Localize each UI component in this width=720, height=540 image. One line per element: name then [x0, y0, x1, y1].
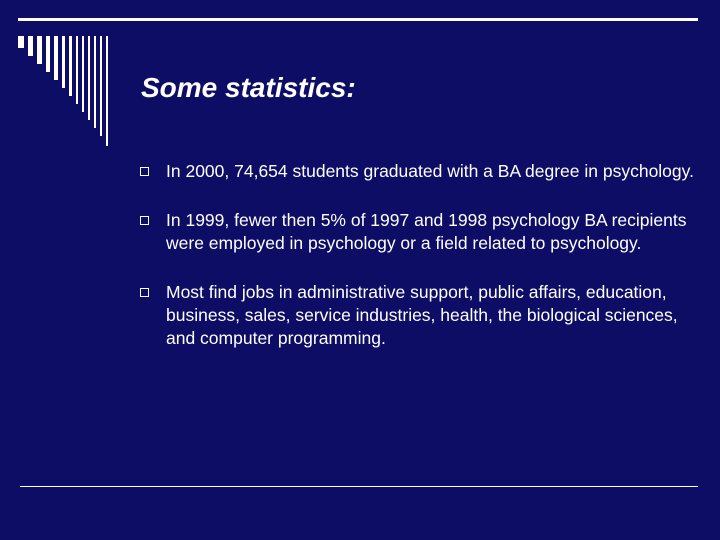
- decor-bar: [46, 36, 50, 72]
- decor-bar: [18, 36, 24, 48]
- decor-bar: [62, 36, 65, 88]
- decorative-bars: [18, 36, 118, 146]
- bullet-text: In 2000, 74,654 students graduated with a BA degree in psychology.: [166, 161, 694, 181]
- bullet-list: [140, 160, 700, 376]
- decor-bar: [100, 36, 102, 136]
- bullet-item: [140, 209, 700, 255]
- bottom-rule: [20, 486, 698, 487]
- decor-bar: [37, 36, 42, 64]
- bullet-item: [140, 160, 700, 183]
- decor-bar: [82, 36, 84, 112]
- decor-bar: [76, 36, 78, 104]
- decor-bar: [106, 36, 108, 146]
- decor-bar: [54, 36, 58, 80]
- decor-bar: [94, 36, 96, 128]
- square-bullet-icon: [140, 216, 149, 225]
- bullet-text: Most find jobs in administrative support, public affairs, education, business, sales, service industries, health, the biological sciences, and computer programming.: [166, 282, 678, 348]
- bullet-text: In 1999, fewer then 5% of 1997 and 1998 psychology BA recipients were employed in psychology or a field related to psychology.: [166, 210, 687, 253]
- decor-bar: [88, 36, 90, 120]
- decor-bar: [28, 36, 33, 56]
- slide-title: Some statistics:: [141, 72, 356, 103]
- bullet-item: [140, 281, 700, 350]
- square-bullet-icon: [140, 288, 149, 297]
- decor-bar: [69, 36, 72, 96]
- square-bullet-icon: [140, 167, 149, 176]
- top-rule: [18, 18, 698, 21]
